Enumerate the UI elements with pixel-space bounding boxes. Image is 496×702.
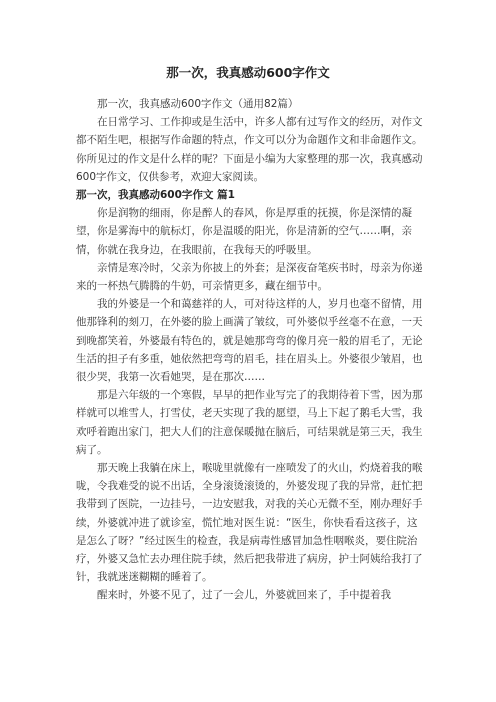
body-paragraph: 你是润物的细雨，你是醉人的春风，你是厚重的抚摸，你是深情的凝望，你是雾海中的航标灯，你是温暖的阳光，你是清新的空气……啊，亲情，你就在我身边，在我眼前，在我每天的呼吸里。: [76, 207, 412, 256]
body-paragraph: 亲情是寒冷时，父亲为你披上的外套；是深夜奋笔疾书时，母亲为你递来的一杯热气腾腾的牛奶，可亲情更多，藏在细节中。: [76, 261, 423, 293]
section-heading: 那一次，我真感动600字作文 篇1: [76, 189, 235, 202]
document-body: [76, 95, 424, 605]
body-paragraph: 醒来时，外婆不见了，过了一会儿，外婆就回来了，手中提着我: [97, 589, 391, 602]
body-paragraph: 我的外婆是一个和蔼慈祥的人，可对待这样的人，岁月也毫不留情，用他那锋利的刻刀，在外婆的脸上画满了皱纹，可外婆似乎丝毫不在意，一天到晚都笑着，外婆最有特色的，就是她那弯弯的像月亮一般的眉毛了，无论生活的担子有多重，她依然把弯弯的眉毛，挂在眉头上。外婆很少皱眉，也很少哭，我第一次看她哭，是在那次……: [76, 298, 423, 384]
document-title: 那一次，我真感动600字作文: [166, 65, 330, 80]
body-paragraph: 那是六年级的一个寒假，早早的把作业写完了的我期待着下雪，因为那样就可以堆雪人，打雪仗，老天实现了我的愿望，马上下起了鹅毛大雪，我欢呼着跑出家门，把大人们的注意保暖抛在脑后，可结果就是第三天，我生病了。: [76, 389, 423, 456]
subtitle-paragraph: 那一次，我真感动600字作文（通用82篇）: [97, 98, 299, 110]
body-paragraph: 那天晚上我躺在床上，喉咙里就像有一座喷发了的火山，灼烧着我的喉咙，令我难受的说不出话，全身滚烫滚烫的，外婆发现了我的异常，赶忙把我带到了医院，一边挂号，一边安慰我，对我的关心无微不至，刚办理好手续，外婆就冲进了就诊室，慌忙地对医生说：“医生，你快看看这孩子，这是怎么了呀？”经过医生的检查，我是病毒性感冒加急性咽喉炎，要住院治疗，外婆又急忙去办理住院手续，然后把我带进了病房，护士阿姨给我打了针，我就迷迷糊糊的睡着了。: [76, 462, 423, 584]
intro-paragraph: 在日常学习、工作抑或是生活中，许多人都有过写作文的经历，对作文都不陌生吧，根据写作命题的特点，作文可以分为命题作文和非命题作文。你所见过的作文是什么样的呢？下面是小编为大家整理的那一次，我真感动600字作文，仅供参考，欢迎大家阅读。: [76, 116, 423, 183]
